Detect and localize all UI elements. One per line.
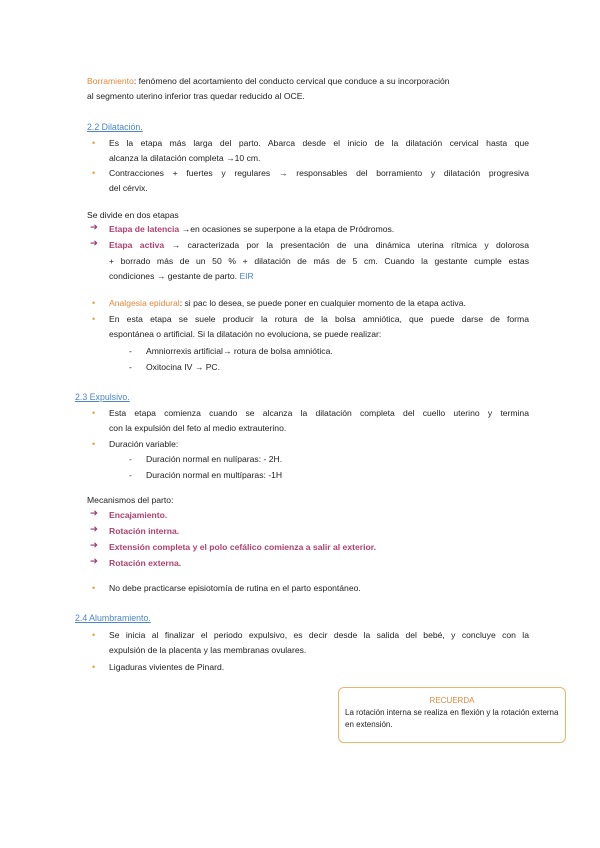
- dilatacion-b1-line1: Es la etapa más larga del parto. Abarca desde el inicio de la dilatación cervical hasta que: [109, 138, 529, 148]
- intro-line-2: al segmento uterino inferior tras quedar reducido al OCE.: [87, 91, 305, 101]
- dilatacion-b4-line2: espontánea o artificial. Si la dilatación no evoluciona, se puede realizar:: [109, 329, 382, 339]
- arrow-right-icon: ➔: [90, 508, 98, 519]
- bullet-icon: •: [92, 138, 96, 148]
- term-borramiento: Borramiento: [87, 76, 134, 86]
- bullet-icon: •: [92, 583, 96, 593]
- mecanismo-3: Extensión completa y el polo cefálico comienza a salir al exterior.: [109, 542, 376, 552]
- latencia-line: [109, 223, 394, 235]
- bullet-icon: •: [92, 314, 96, 324]
- bullet-icon: •: [92, 662, 96, 672]
- bullet-icon: •: [92, 408, 96, 418]
- mecanismo-2: Rotación interna.: [109, 526, 180, 536]
- term-latencia: Etapa de latencia: [109, 224, 180, 234]
- recuerda-title: RECUERDA: [429, 696, 475, 705]
- alumbramiento-b2: Ligaduras vivientes de Pinard.: [109, 662, 225, 672]
- eir-tag: EIR: [239, 271, 254, 281]
- bullet-icon: •: [92, 630, 96, 640]
- expulsivo-sub2: Duración normal en multíparas: -1H: [146, 470, 283, 480]
- alumbramiento-b1-line1: Se inicia al finalizar el periodo expulsivo, es decir desde la salida del bebé, y concluye con la: [109, 630, 529, 640]
- recuerda-text: La rotación interna se realiza en flexión y la rotación externa en extensión.: [345, 708, 559, 729]
- latencia-text: →en ocasiones se superpone a la etapa de Pródromos.: [179, 224, 395, 234]
- dilatacion-b1-line2: alcanza la dilatación completa →10 cm.: [109, 153, 261, 163]
- dash-icon: -: [129, 346, 132, 356]
- dash-icon: -: [129, 454, 132, 464]
- expulsivo-b1-line2: con la expulsión del feto al medio extrauterino.: [109, 423, 287, 433]
- dash-icon: -: [129, 470, 132, 480]
- mecanismo-4: Rotación externa.: [109, 558, 182, 568]
- arrow-right-icon: ➔: [90, 222, 98, 233]
- activa-line-1: [109, 239, 529, 251]
- activa-line-3: [109, 270, 254, 282]
- heading-dilatacion: 2.2 Dilatación.: [87, 122, 143, 132]
- intro-text: : fenómeno del acortamiento del conducto cervical que conduce a su incorporación: [133, 76, 450, 86]
- expulsivo-sub1: Duración normal en nulíparas: - 2H.: [146, 454, 283, 464]
- arrow-right-icon: ➔: [90, 556, 98, 567]
- dilatacion-sub1: Amniorrexis artificial→ rotura de bolsa amniótica.: [146, 346, 333, 356]
- activa-line-2: + borrado más de un 50 % + dilatación de más de 5 cm. Cuando la gestante cumple estas: [109, 256, 529, 266]
- arrow-right-icon: ➔: [90, 238, 98, 249]
- mecanismos-text: Mecanismos del parto:: [87, 495, 174, 505]
- recuerda-box: [338, 687, 566, 743]
- divide-text: Se divide en dos etapas: [87, 210, 179, 220]
- analgesia-line: [109, 297, 466, 309]
- dilatacion-b2-line2: del cérvix.: [109, 183, 148, 193]
- bullet-icon: •: [92, 439, 96, 449]
- arrow-right-icon: ➔: [90, 524, 98, 535]
- dilatacion-sub2: Oxitocina IV → PC.: [146, 362, 221, 372]
- heading-expulsivo: 2.3 Expulsivo.: [75, 392, 130, 402]
- heading-alumbramiento: 2.4 Alumbramiento.: [75, 613, 151, 623]
- bullet-icon: •: [92, 298, 96, 308]
- expulsivo-b2: Duración variable:: [109, 439, 179, 449]
- arrow-right-icon: ➔: [90, 540, 98, 551]
- mecanismo-1: Encajamiento.: [109, 510, 168, 520]
- bullet-icon: •: [92, 168, 96, 178]
- dash-icon: -: [129, 362, 132, 372]
- expulsivo-b3: No debe practicarse episiotomía de rutina en el parto espontáneo.: [109, 583, 361, 593]
- term-activa: Etapa activa: [109, 240, 165, 250]
- alumbramiento-b1-line2: expulsión de la placenta y las membranas ovulares.: [109, 645, 307, 655]
- dilatacion-b4-line1: En esta etapa se suele producir la rotura de la bolsa amniótica, que puede darse de forma: [109, 314, 529, 324]
- activa-text: → caracterizada por la presentación de una dinámica uterina rítmica y dolorosa: [164, 240, 529, 250]
- analgesia-text: : si pac lo desea, se puede poner en cualquier momento de la etapa activa.: [179, 298, 466, 308]
- activa-text-3: condiciones → gestante de parto.: [109, 271, 238, 281]
- dilatacion-b2-line1: Contracciones + fuertes y regulares → responsables del borramiento y dilatación progresiva: [109, 168, 529, 178]
- term-analgesia: Analgesia epidural: [109, 298, 180, 308]
- expulsivo-b1-line1: Esta etapa comienza cuando se alcanza la dilatación completa del cuello uterino y termina: [109, 408, 529, 418]
- intro-line-1: [87, 75, 450, 87]
